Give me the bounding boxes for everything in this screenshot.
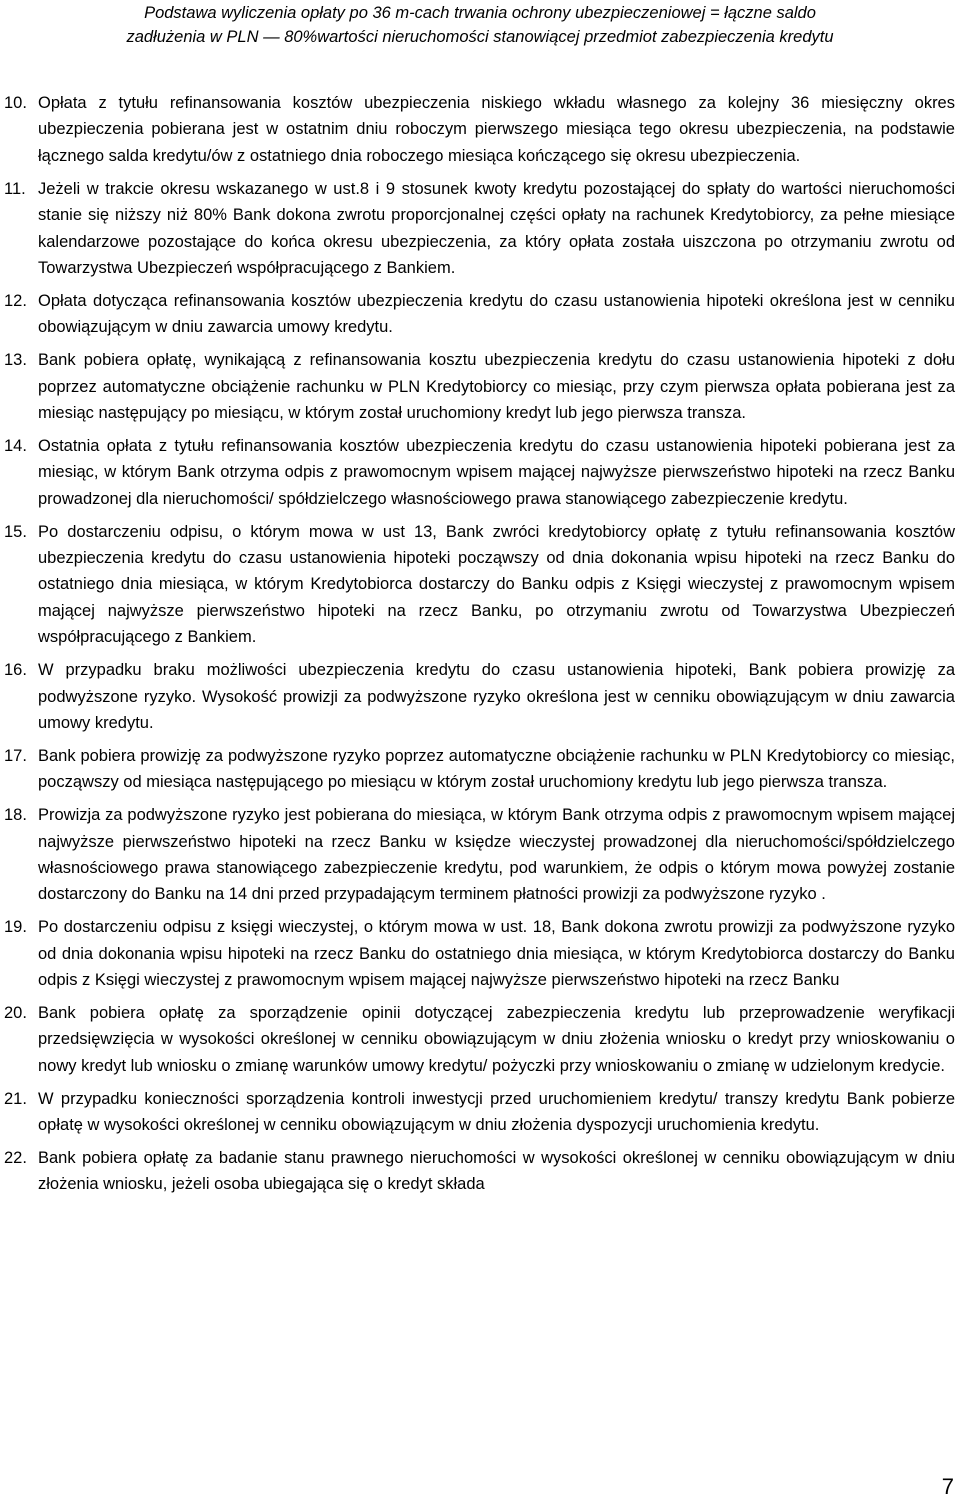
header-line-2: zadłużenia w PLN — 80%wartości nieruchomości stanowiącej przedmiot zabezpieczenia kredytu <box>126 28 834 46</box>
item-text: Bank pobiera prowizję za podwyższone ryzyko poprzez automatyczne obciążenie rachunku w PLN Kredytobiorcy co miesiąc, począwszy od miesiąca następującego po miesiącu w którym został uruchomiony kredytu lub jego pierwsza transza. <box>38 746 955 792</box>
item-number: 12. <box>4 291 27 310</box>
item-number: 18. <box>4 806 27 825</box>
item-number: 15. <box>4 522 27 541</box>
list-item <box>0 347 960 426</box>
list-item <box>0 519 960 651</box>
item-text: Bank pobiera opłatę za sporządzenie opinii dotyczącej zabezpieczenia kredytu lub przeprowadzenie weryfikacji przedsięwzięcia w wysokości określonej w cenniku obowiązującym w dniu złożenia wniosku o kredyt przy wnioskowaniu o nowy kredyt lub wniosku o zmianę warunków umowy kredytu/ pożyczki przy wnioskowaniu o zmianę w udzielonym kredycie. <box>38 1004 955 1075</box>
list-item <box>0 743 960 796</box>
list-item <box>0 802 960 908</box>
list-item <box>0 1145 960 1198</box>
numbered-list <box>0 90 960 1204</box>
list-item <box>0 288 960 341</box>
item-number: 17. <box>4 746 27 765</box>
item-number: 22. <box>4 1149 27 1168</box>
item-text: Prowizja za podwyższone ryzyko jest pobierana do miesiąca, w którym Bank otrzyma odpis z prawomocnym wpisem mającej najwyższe pierwszeństwo hipoteki na rzecz Banku w księdze wieczystej prowadzonej dla nieruchomości/spółdzielczego własnościowego prawa stanowiącego zabezpieczenie kredytu, pod warunkiem, że odpis o którym mowa powyżej zostanie dostarczony do Banku na 14 dni przed przypadającym terminem płatności prowizji za podwyższone ryzyko . <box>38 806 955 904</box>
item-text: Bank pobiera opłatę, wynikającą z refinansowania kosztu ubezpieczenia kredytu do czasu ustanowienia hipoteki z dołu poprzez automatyczne obciążenie rachunku w PLN Kredytobiorcy co miesiąc, przy czym pierwsza opłata pobierana jest za miesiąc następujący po miesiącu, w którym został uruchomiony kredyt lub jego pierwsza transza. <box>38 351 955 422</box>
item-text: W przypadku konieczności sporządzenia kontroli inwestycji przed uruchomieniem kredytu/ transzy kredytu Bank pobierze opłatę w wysokości określonej w cenniku obowiązującym w dniu złożenia dyspozycji uruchomienia kredytu. <box>38 1089 955 1135</box>
item-number: 13. <box>4 351 27 370</box>
list-item <box>0 1000 960 1079</box>
item-text: W przypadku braku możliwości ubezpieczenia kredytu do czasu ustanowienia hipoteki, Bank pobiera prowizję za podwyższone ryzyko. Wysokość prowizji za podwyższone ryzyko określona jest w cenniku obowiązującym w dniu zawarcia umowy kredytu. <box>38 661 955 732</box>
item-number: 19. <box>4 918 27 937</box>
list-item <box>0 914 960 993</box>
item-text: Opłata dotycząca refinansowania kosztów ubezpieczenia kredytu do czasu ustanowienia hipoteki określona jest w cenniku obowiązującym w dniu zawarcia umowy kredytu. <box>38 291 955 337</box>
item-number: 14. <box>4 436 27 455</box>
item-text: Ostatnia opłata z tytułu refinansowania kosztów ubezpieczenia kredytu do czasu ustanowienia hipoteki pobierana jest za miesiąc, w którym Bank otrzyma odpis z prawomocnym wpisem mającej najwyższe pierwszeństwo hipoteki na rzecz Banku prowadzonej dla nieruchomości/ spółdzielczego własnościowego prawa stanowiącego zabezpieczenie kredytu. <box>38 436 955 508</box>
item-number: 11. <box>4 179 26 198</box>
item-number: 10. <box>4 94 27 112</box>
item-text: Opłata z tytułu refinansowania kosztów ubezpieczenia niskiego wkładu własnego za kolejny 36 miesięczny okres ubezpieczenia pobierana jest w ostatnim dniu roboczym pierwszego miesiąca tego okresu ubezpieczenia, na podstawie łącznego salda kredytu/ów z ostatniego dnia roboczego miesiąca kończącego się okresu ubezpieczenia. <box>38 94 955 165</box>
page-header <box>0 0 960 49</box>
list-item <box>0 90 960 169</box>
item-number: 20. <box>4 1004 27 1022</box>
item-text: Jeżeli w trakcie okresu wskazanego w ust.8 i 9 stosunek kwoty kredytu pozostającej do spłaty do wartości nieruchomości stanie się niższy niż 80% Bank dokona zwrotu proporcjonalnej części opłaty na rachunek Kredytobiorcy, za pełne miesiące kalendarzowe pozostające do końca okresu ubezpieczenia, za który opłata została uiszczona po otrzymaniu zwrotu od Towarzystwa Ubezpieczeń współpracującego z Bankiem. <box>38 179 955 277</box>
item-number: 16. <box>4 661 27 680</box>
header-line-1: Podstawa wyliczenia opłaty po 36 m-cach trwania ochrony ubezpieczeniowej = łączne saldo <box>144 4 816 22</box>
item-text: Po dostarczeniu odpisu, o którym mowa w ust 13, Bank zwróci kredytobiorcy opłatę z tytułu refinansowania kosztów ubezpieczenia kredytu do czasu ustanowienia hipoteki począwszy od dnia dokonania wpisu hipoteki na rzecz Banku do ostatniego dnia miesiąca, w którym Kredytobiorca dostarczy do Banku odpis z Księgi wieczystej z prawomocnym wpisem mającej najwyższe pierwszeństwo hipoteki na rzecz Banku, po otrzymaniu zwrotu od Towarzystwa Ubezpieczeń współpracującego z Bankiem. <box>38 522 955 647</box>
item-text: Bank pobiera opłatę za badanie stanu prawnego nieruchomości w wysokości określonej w cenniku obowiązującym w dniu złożenia wniosku, jeżeli osoba ubiegająca się o kredyt składa <box>38 1149 955 1194</box>
list-item <box>0 176 960 282</box>
item-number: 21. <box>4 1089 27 1108</box>
list-item <box>0 657 960 736</box>
list-item <box>0 433 960 512</box>
item-text: Po dostarczeniu odpisu z księgi wieczystej, o którym mowa w ust. 18, Bank dokona zwrotu prowizji za podwyższone ryzyko od dnia dokonania wpisu hipoteki na rzecz Banku do ostatniego dnia miesiąca, w którym Kredytobiorca dostarczy do Banku odpis z Księgi wieczystej z prawomocnym wpisem mającej najwyższe pierwszeństwo hipoteki na rzecz Banku <box>38 918 955 990</box>
list-item <box>0 1086 960 1139</box>
page-number: 7 <box>941 1474 954 1499</box>
